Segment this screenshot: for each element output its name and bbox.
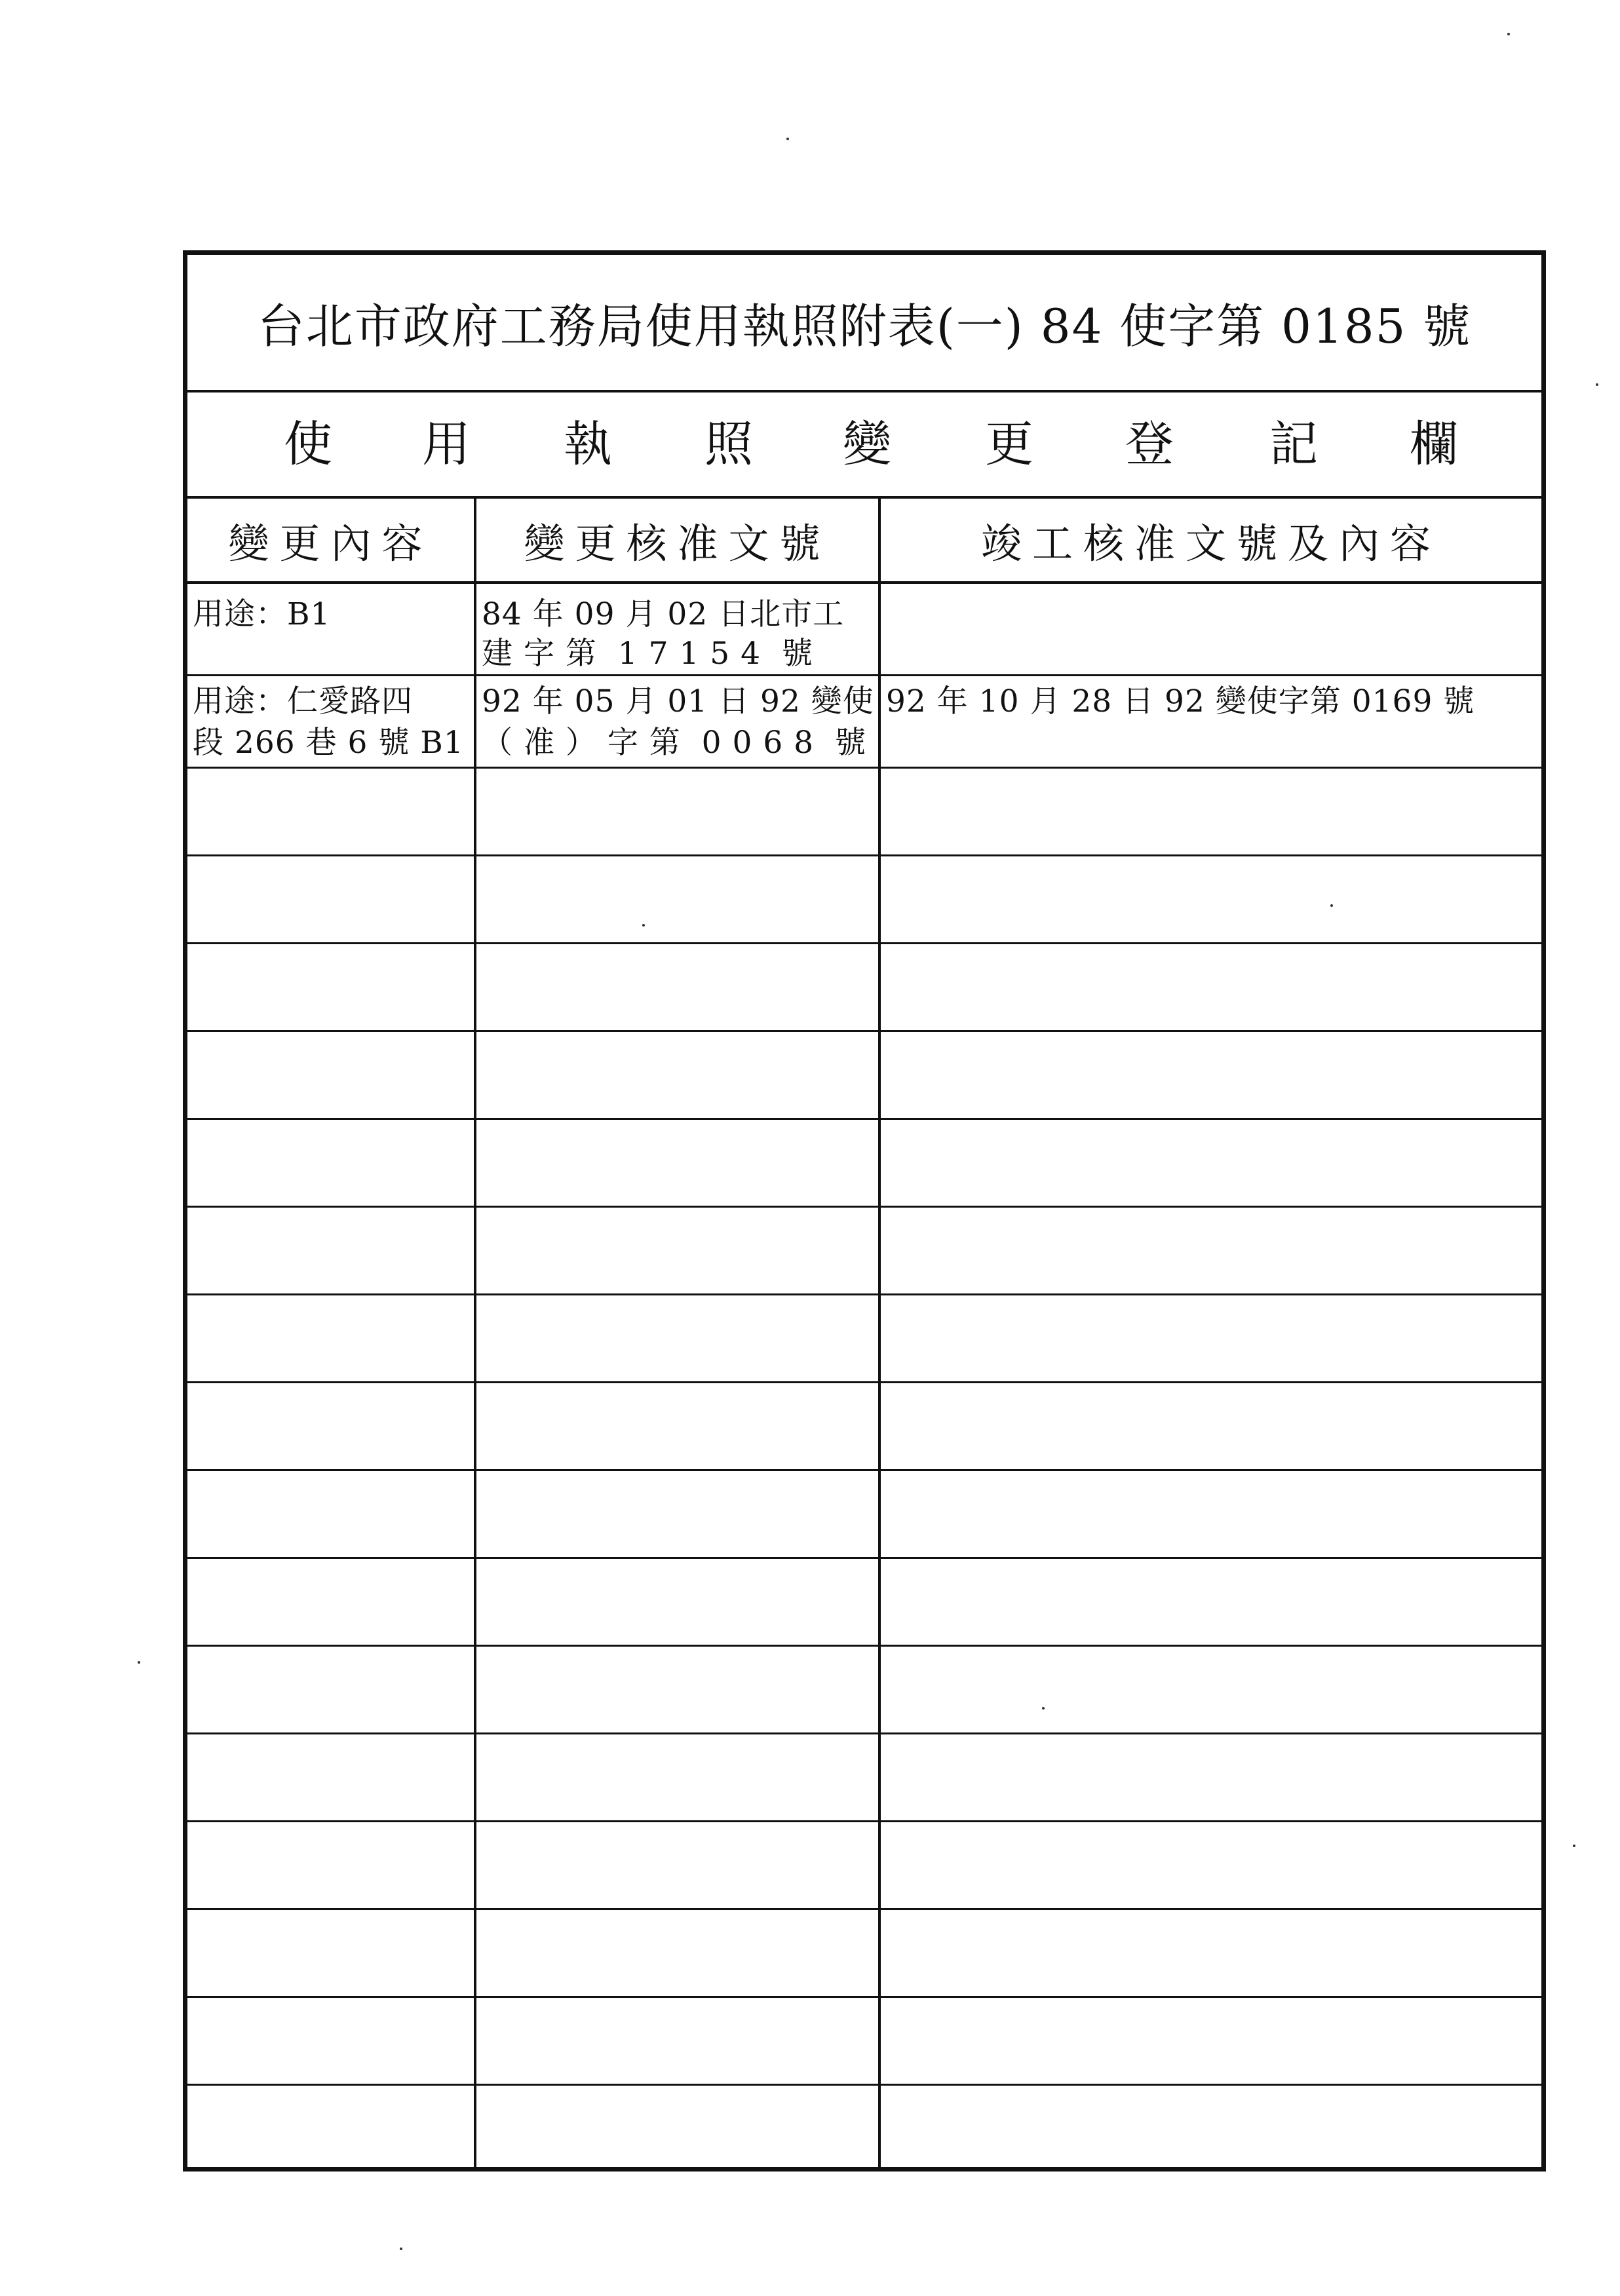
completion-approval-cell: 92 年 10 月 28 日 92 變使字第 0169 號 [886,683,1475,719]
change-content-cell: 用途：B1 [193,596,331,632]
empty-table-row-divider [187,1030,1541,1032]
register-heading-char: 變 [843,416,891,472]
column-header-completion-approval-number-and-content: 竣工核准文號及內容 [980,519,1441,567]
approval-number-cell: 建 字 第 1 7 1 5 4 號 [482,636,813,672]
register-heading-char: 登 [1125,416,1174,472]
empty-table-row-divider [187,2084,1541,2086]
column-divider [878,499,881,2167]
change-content-cell: 用途：仁愛路四 [193,683,413,719]
register-heading-char: 執 [564,416,612,472]
empty-table-row-divider [187,1820,1541,1822]
empty-table-row-divider [187,942,1541,944]
form-title: 台北市政府工務局使用執照附表(一) 84 使字第 0185 號 [187,255,1541,392]
change-content-cell: 段 266 巷 6 號 B1 [193,725,464,761]
change-register-table [187,255,1541,2167]
column-header-change-content: 變更內容 [228,519,433,567]
table-row-divider [187,674,1541,676]
empty-table-row-divider [187,1118,1541,1120]
column-divider [474,499,476,2167]
register-heading-char: 記 [1269,416,1318,472]
empty-table-row-divider [187,1293,1541,1295]
table-row-divider [187,767,1541,769]
register-heading-char: 照 [704,416,753,472]
scan-speck [1596,383,1598,386]
scan-speck [400,2248,402,2250]
empty-table-row-divider [187,1206,1541,1208]
empty-table-row-divider [187,1469,1541,1471]
approval-number-cell: 84 年 09 月 02 日北市工 [482,596,845,632]
empty-table-row-divider [187,1732,1541,1734]
empty-table-row-divider [187,1645,1541,1647]
approval-number-cell: 92 年 05 月 01 日 92 變使 [482,683,874,719]
register-heading-char: 用 [422,416,471,472]
empty-table-row-divider [187,1996,1541,1998]
register-heading-char: 欄 [1410,416,1458,472]
register-heading-char: 更 [985,416,1033,472]
scan-speck [1507,33,1510,35]
scan-speck [1573,1845,1575,1847]
empty-table-row-divider [187,854,1541,856]
empty-table-row-divider [187,1557,1541,1559]
scan-speck [138,1661,140,1664]
scan-speck [786,138,789,140]
approval-number-cell: （ 准 ） 字 第 0 0 6 8 號 [482,725,866,761]
column-header-change-approval-number: 變更核准文號 [524,519,831,567]
empty-table-row-divider [187,1908,1541,1910]
register-heading-char: 使 [284,416,332,472]
usage-license-appendix-form [183,250,1546,2172]
empty-table-row-divider [187,1381,1541,1383]
